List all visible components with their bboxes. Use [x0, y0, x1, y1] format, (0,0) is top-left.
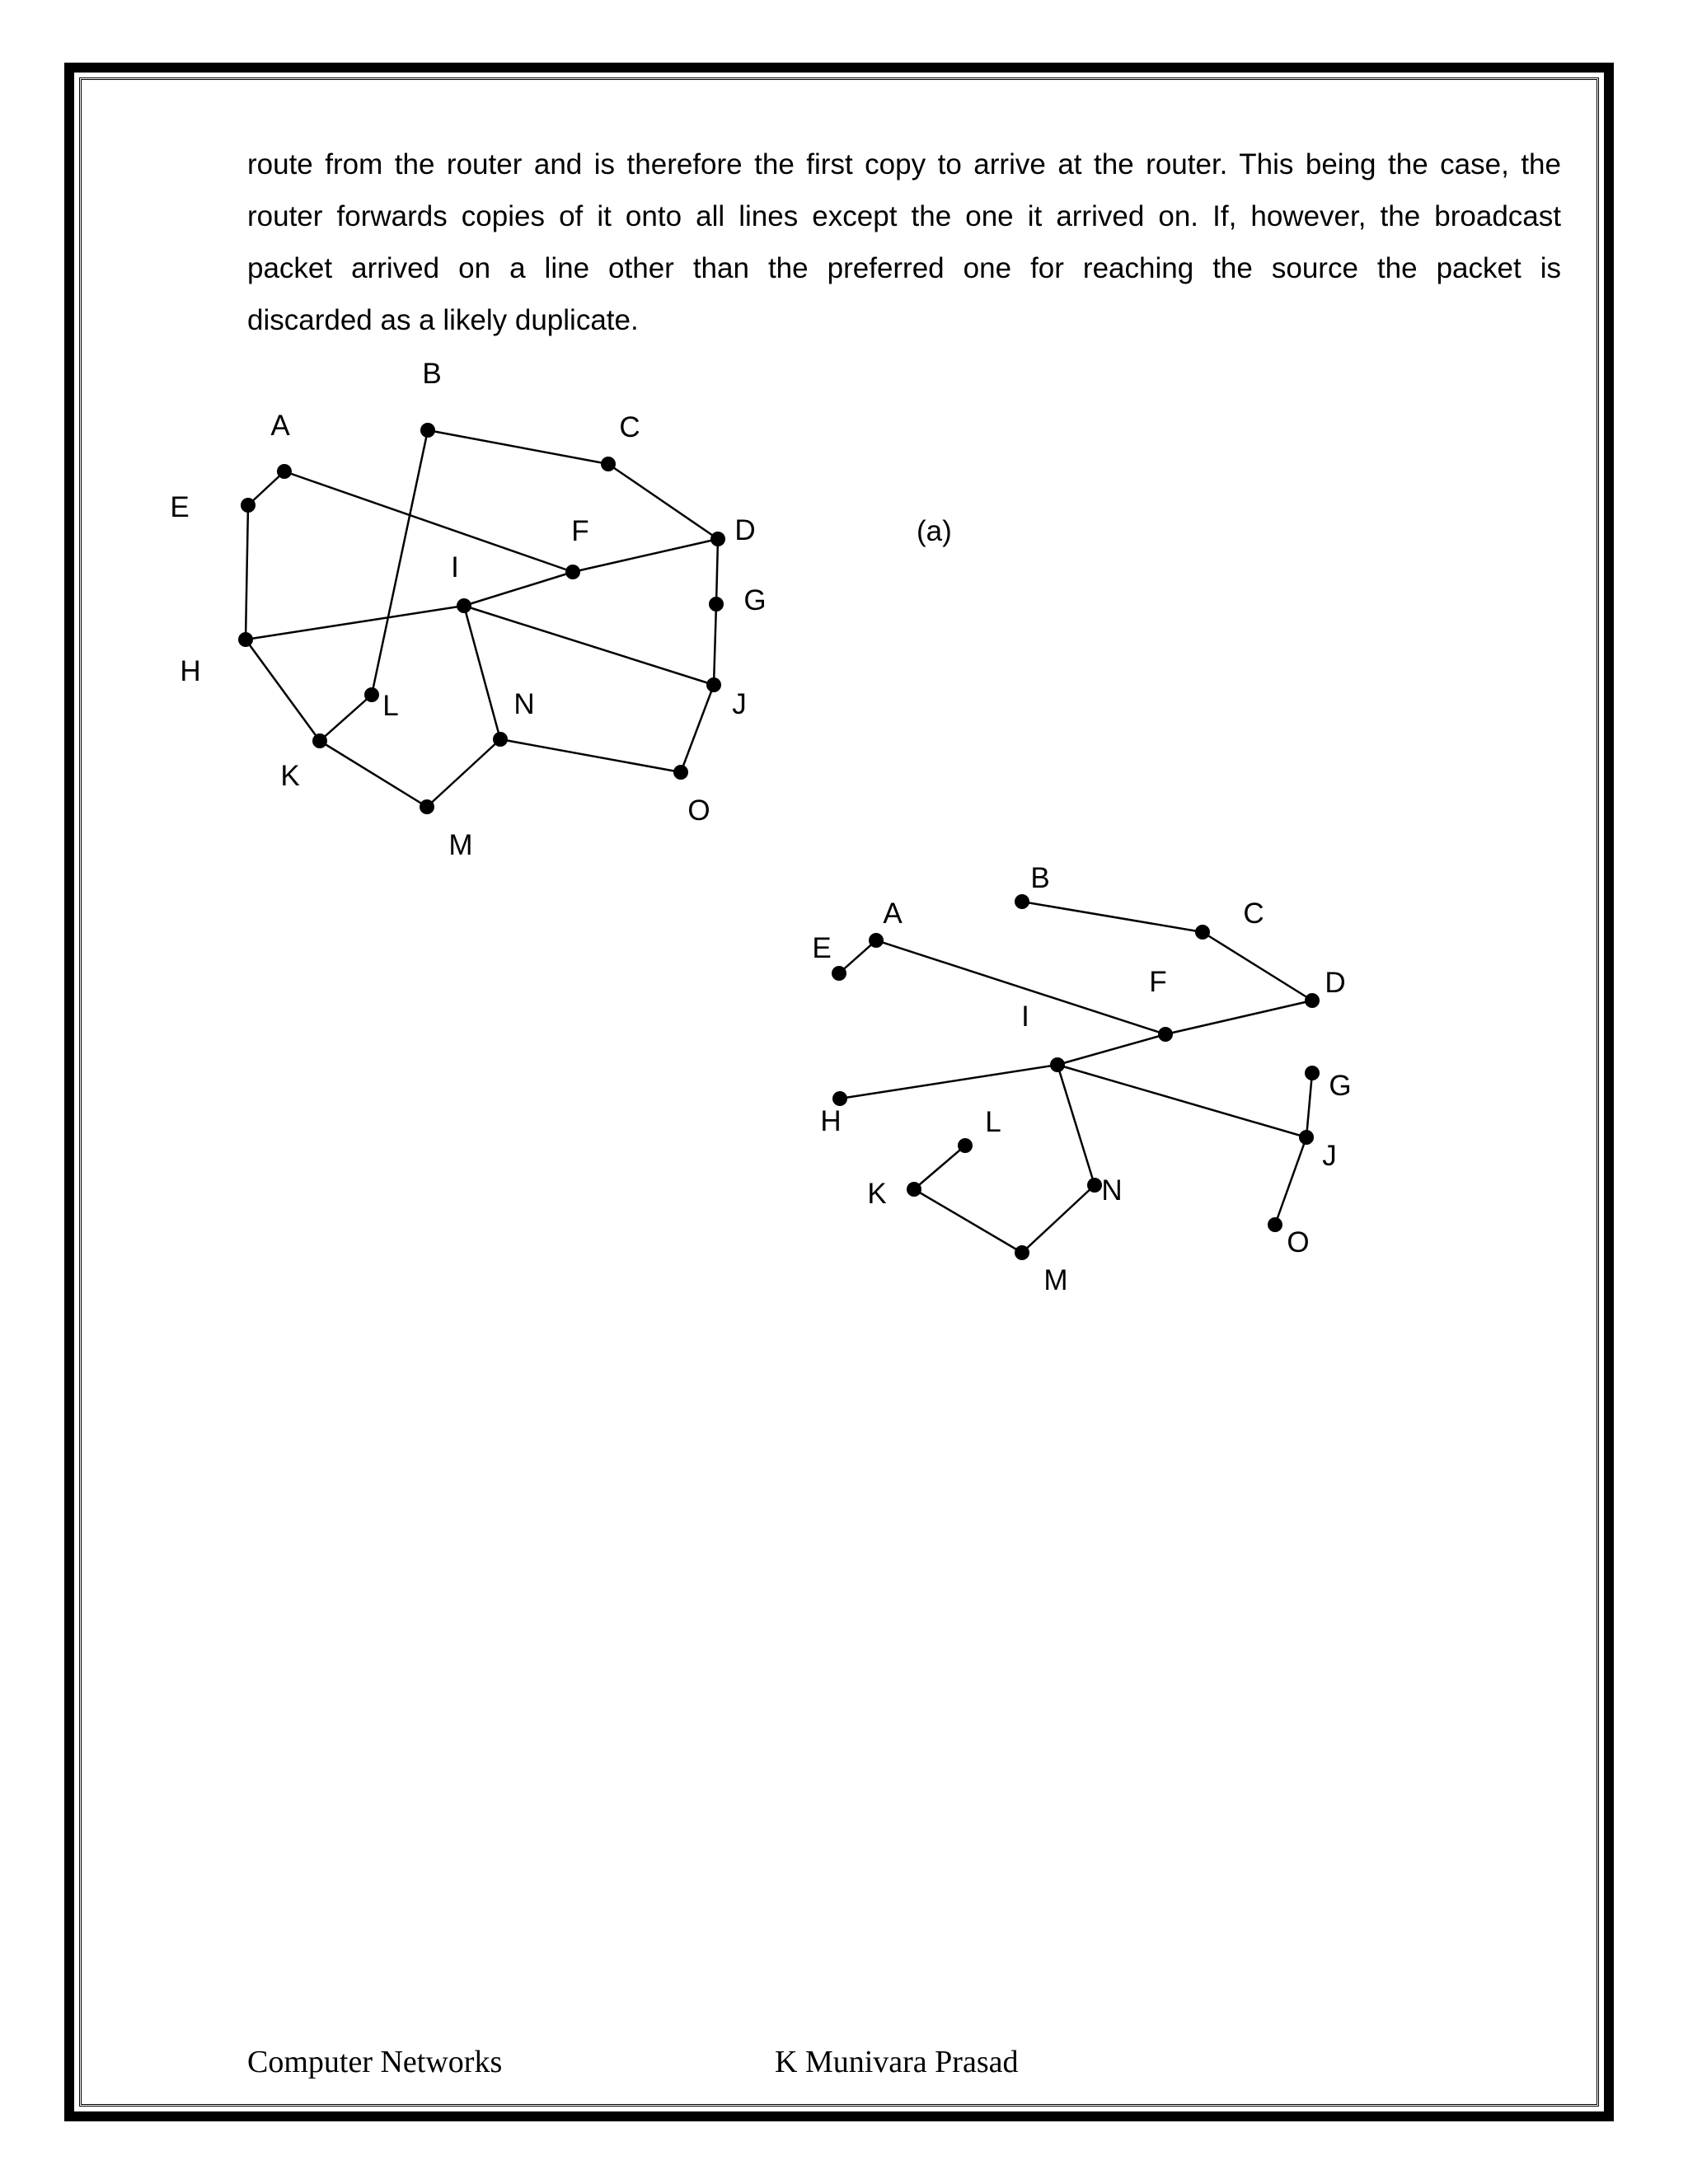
figure-a-node-c	[601, 457, 616, 471]
figure-b-label-j: J	[1322, 1140, 1337, 1172]
figure-a-node-o	[673, 765, 688, 780]
figure-a-node-l	[364, 687, 379, 702]
paragraph-line: route from the router and is therefore the first copy to arrive at the router. This being the case, the	[247, 148, 1561, 180]
figure-b-edge-i-f	[1057, 1034, 1165, 1065]
figure-b-label-b: B	[1030, 862, 1050, 894]
figure-a-label-f: F	[571, 515, 589, 547]
figure-b-label-c: C	[1243, 898, 1264, 930]
figure-a-node-i	[457, 598, 471, 613]
figure-b-label-m: M	[1043, 1264, 1068, 1296]
figure-a-label-g: G	[743, 584, 767, 616]
figure-b-edge-e-a	[839, 940, 876, 973]
figure-b-edge-k-m	[914, 1189, 1022, 1253]
figure-a-label-j: J	[732, 688, 747, 720]
figure-b-node-o	[1268, 1217, 1282, 1232]
figure-a-node-b	[420, 423, 435, 438]
figure-a-edge-c-d	[608, 464, 718, 539]
figure-b-edge-l-k	[914, 1146, 965, 1189]
figure-a-edge-h-i	[246, 606, 464, 640]
figure-a-edge-a-e	[248, 471, 284, 505]
figure-a-label-i: I	[451, 551, 459, 583]
figure-b-edge-c-d	[1203, 932, 1312, 1001]
figure-b-node-m	[1015, 1245, 1029, 1260]
figure-a-label-c: C	[619, 411, 640, 443]
paragraph-line: packet arrived on a line other than the preferred one for reaching the source the packet is	[247, 252, 1561, 284]
figure-a-label-d: D	[734, 514, 756, 546]
figure-a-node-g	[709, 597, 724, 612]
figure-a-label-k: K	[280, 760, 300, 792]
figure-a-label-n: N	[513, 688, 535, 720]
figure-a-edge-a-f	[284, 471, 573, 572]
figure-a-edge-b-l	[372, 430, 428, 695]
figure-a-label-o: O	[687, 794, 710, 827]
figure-a-node-d	[710, 532, 725, 546]
figure-b-label-n: N	[1101, 1174, 1123, 1207]
figure-a-label-b: B	[422, 358, 442, 390]
figure-a-edge-o-j	[681, 685, 714, 772]
figure-b-edge-m-n	[1022, 1185, 1095, 1253]
figure-b-edge-f-d	[1165, 1001, 1312, 1034]
footer-course-title: Computer Networks	[247, 2045, 503, 2079]
figure-b-graph	[812, 862, 1351, 1296]
figure-a-node-m	[420, 799, 434, 814]
figure-b-edge-b-c	[1022, 902, 1203, 932]
figure-b-edge-g-j	[1306, 1073, 1312, 1137]
figure-b-label-h: H	[820, 1105, 842, 1137]
figure-a-node-e	[241, 498, 256, 513]
footer-author: K Munivara Prasad	[775, 2045, 1019, 2079]
paragraph-line: router forwards copies of it onto all lines except the one it arrived on. If, however, the broadcast	[247, 200, 1561, 232]
figure-b-edge-i-j	[1057, 1065, 1306, 1137]
figure-b-label-l: L	[985, 1106, 1001, 1138]
figure-a-label-h: H	[180, 655, 201, 687]
figure-a-edge-e-h	[246, 505, 248, 640]
figure-b-node-j	[1299, 1130, 1314, 1145]
figure-b-label-e: E	[812, 932, 832, 964]
figure-a-node-j	[706, 677, 721, 692]
figure-a-graph	[170, 358, 766, 861]
figure-b-node-l	[958, 1138, 973, 1153]
figure-a-label-e: E	[170, 491, 190, 523]
figure-a-node-a	[277, 464, 292, 479]
figure-a-edge-n-o	[500, 739, 681, 772]
figure-a-edge-k-m	[320, 741, 427, 807]
figure-b-node-g	[1305, 1066, 1320, 1080]
figure-a-edge-m-n	[427, 739, 500, 807]
figure-a-edge-i-j	[464, 606, 714, 685]
figure-b-node-a	[869, 933, 884, 948]
figure-a-caption: (a)	[917, 515, 952, 547]
figure-b-label-i: I	[1021, 1001, 1029, 1033]
figure-a-edge-h-k	[246, 640, 320, 741]
figure-b-label-d: D	[1325, 967, 1346, 999]
figure-b-edge-i-n	[1057, 1065, 1095, 1185]
figure-a-edge-i-f	[464, 572, 573, 606]
figure-a-label-a: A	[270, 410, 290, 442]
figure-b-node-k	[907, 1182, 921, 1197]
figure-b-label-f: F	[1149, 966, 1167, 998]
figure-a-node-k	[312, 733, 327, 748]
figure-a-edge-i-n	[464, 606, 500, 739]
paragraph-line: discarded as a likely duplicate.	[247, 304, 639, 336]
figure-b-node-f	[1158, 1027, 1173, 1042]
figure-b-node-h	[832, 1091, 847, 1106]
figure-b-label-o: O	[1287, 1226, 1310, 1258]
figure-a-edge-k-l	[320, 695, 372, 741]
figure-b-node-i	[1050, 1057, 1065, 1072]
figure-a-edge-f-d	[573, 539, 718, 572]
figure-b-edge-h-i	[840, 1065, 1057, 1099]
figure-a-node-n	[493, 732, 508, 747]
figure-b-node-b	[1015, 894, 1029, 909]
figure-a-label-m: M	[448, 829, 473, 861]
figure-a-edge-g-j	[714, 604, 716, 685]
figure-b-label-a: A	[883, 898, 903, 930]
figure-a-label-l: L	[382, 690, 399, 722]
figure-a-edge-d-g	[716, 539, 718, 604]
figure-b-node-d	[1305, 993, 1320, 1008]
figure-b-node-e	[832, 966, 846, 981]
figure-b-node-c	[1195, 925, 1210, 940]
figure-a-edge-b-c	[428, 430, 608, 464]
figure-b-node-n	[1087, 1178, 1102, 1193]
figure-b-edge-j-o	[1275, 1137, 1306, 1225]
figure-b-label-k: K	[867, 1178, 887, 1210]
figure-b-label-g: G	[1329, 1070, 1352, 1102]
figure-a-node-h	[238, 632, 253, 647]
figure-a-node-f	[565, 565, 580, 579]
